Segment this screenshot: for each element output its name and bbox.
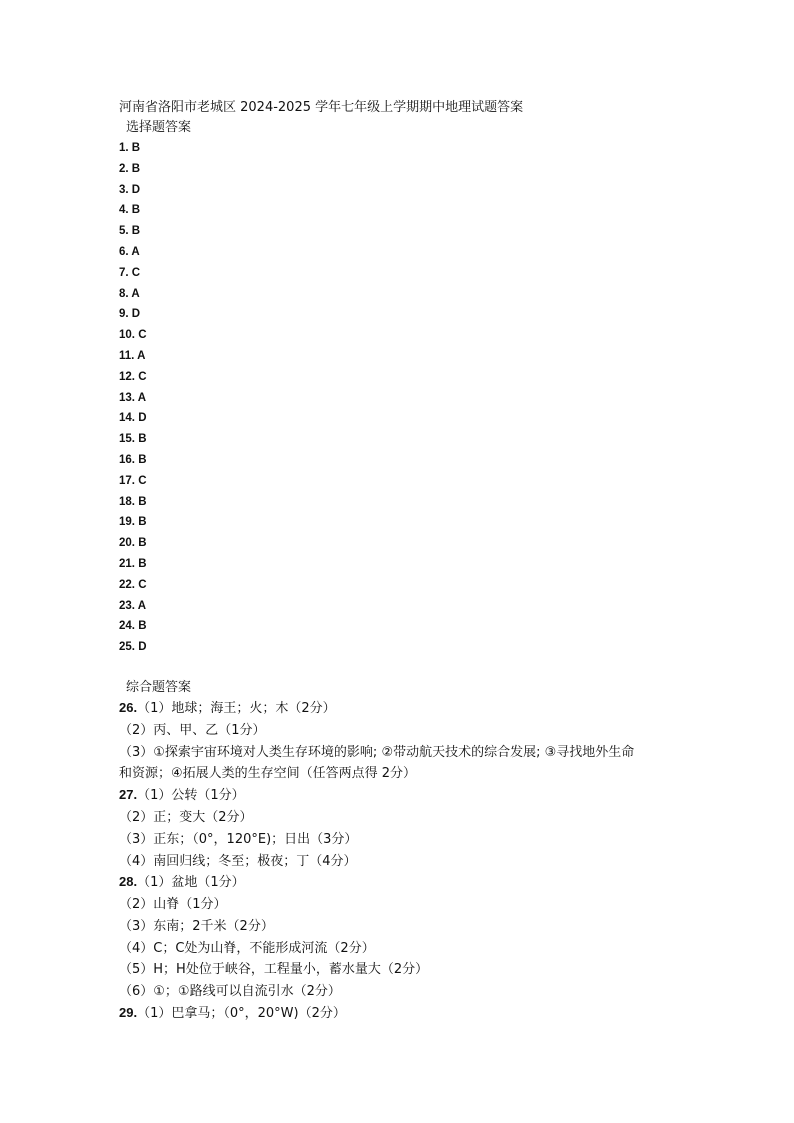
comp-answer-line xyxy=(119,807,719,829)
mc-question-number: 11. xyxy=(119,349,135,362)
comp-answer-text: （1）公转（1分） xyxy=(137,788,245,804)
comp-answer-line xyxy=(119,916,719,938)
mc-answer-letter: B xyxy=(138,516,147,529)
mc-answer-item xyxy=(119,554,719,575)
mc-answer-letter: C xyxy=(138,578,147,591)
mc-question-number: 21. xyxy=(119,557,135,570)
mc-answer-item xyxy=(119,221,719,242)
mc-question-number: 6. xyxy=(119,245,129,258)
mc-answer-item xyxy=(119,616,719,637)
mc-answer-item xyxy=(119,180,719,201)
comp-question-number: 27. xyxy=(119,787,138,803)
mc-answer-letter: B xyxy=(131,225,141,238)
mc-question-number: 10. xyxy=(119,329,135,342)
mc-answer-item xyxy=(119,284,719,305)
comp-answer-line xyxy=(119,698,719,720)
mc-answer-letter: D xyxy=(131,183,141,196)
comp-answer-line xyxy=(119,938,719,960)
mc-answer-item xyxy=(119,575,719,596)
comp-answer-text: （4）南回归线；冬至；极夜；丁（4分） xyxy=(119,853,357,869)
mc-question-number: 7. xyxy=(119,266,129,279)
comp-answer-text: （2）丙、甲、乙（1分） xyxy=(119,722,266,738)
comp-answer-text: （3）①探索宇宙环境对人类生存环境的影响; ②带动航天技术的综合发展; ③寻找地外生命 xyxy=(119,744,635,760)
comp-answer-line xyxy=(119,872,719,894)
mc-answer-letter: C xyxy=(131,266,141,279)
comp-answer-line xyxy=(119,720,719,742)
comp-answer-line xyxy=(119,742,719,764)
mc-answer-letter: D xyxy=(138,641,147,654)
mc-answer-item xyxy=(119,471,719,492)
mc-answer-letter: D xyxy=(131,308,141,321)
mc-question-number: 2. xyxy=(119,162,129,175)
mc-section-heading: 选择题答案 xyxy=(126,120,192,135)
comp-answer-text: 和资源；④拓展人类的生存空间（任答两点得 2分） xyxy=(119,766,417,782)
comp-answer-line xyxy=(119,894,719,916)
mc-question-number: 17. xyxy=(119,474,135,487)
mc-question-number: 3. xyxy=(119,183,129,196)
mc-question-number: 23. xyxy=(119,599,135,612)
mc-answer-item xyxy=(119,200,719,221)
mc-answer-letter: D xyxy=(138,412,147,425)
comp-answer-text: （4）C；C处为山脊，不能形成河流（2分） xyxy=(119,940,375,956)
mc-answer-item xyxy=(119,429,719,450)
mc-answer-item xyxy=(119,512,719,533)
mc-answer-item xyxy=(119,533,719,554)
mc-question-number: 9. xyxy=(119,308,129,321)
mc-answer-letter: B xyxy=(138,495,147,508)
mc-question-number: 25. xyxy=(119,641,135,654)
mc-answer-letter: C xyxy=(138,370,147,383)
mc-answer-item xyxy=(119,596,719,617)
comp-answer-text: （3）正东；（0°，120°E)；日出（3分） xyxy=(119,831,358,847)
mc-question-number: 1. xyxy=(119,142,129,154)
mc-answer-item xyxy=(119,388,719,409)
mc-question-number: 15. xyxy=(119,433,135,446)
comp-answer-line xyxy=(119,763,719,785)
comp-answer-text: （2）正；变大（2分） xyxy=(119,809,253,825)
comp-question-number: 26. xyxy=(119,699,138,715)
comp-answer-list xyxy=(119,698,719,1025)
mc-answer-list xyxy=(119,138,719,658)
mc-question-number: 8. xyxy=(119,287,129,300)
comp-answer-line xyxy=(119,829,719,851)
mc-question-number: 18. xyxy=(119,495,135,508)
mc-answer-item xyxy=(119,159,719,180)
mc-answer-letter: A xyxy=(137,599,147,612)
comp-answer-line xyxy=(119,785,719,807)
mc-answer-letter: B xyxy=(131,142,141,154)
mc-question-number: 12. xyxy=(119,370,135,383)
mc-question-number: 16. xyxy=(119,453,135,466)
mc-answer-item xyxy=(119,450,719,471)
mc-question-number: 24. xyxy=(119,620,135,633)
mc-answer-item xyxy=(119,492,719,513)
mc-answer-letter: C xyxy=(138,329,147,342)
mc-answer-item xyxy=(119,138,719,159)
mc-answer-letter: A xyxy=(137,349,146,362)
comp-question-number: 29. xyxy=(119,1005,138,1021)
mc-answer-letter: B xyxy=(138,433,147,446)
comp-answer-text: （6）①；①路线可以自流引水（2分） xyxy=(119,984,341,1000)
mc-answer-item xyxy=(119,263,719,284)
mc-answer-letter: B xyxy=(138,453,147,466)
mc-question-number: 14. xyxy=(119,412,135,425)
mc-question-number: 19. xyxy=(119,516,135,529)
comp-answer-text: （3）东南；2千米（2分） xyxy=(119,918,274,934)
mc-answer-item xyxy=(119,408,719,429)
comp-answer-line xyxy=(119,851,719,873)
mc-question-number: 22. xyxy=(119,578,135,591)
mc-answer-letter: B xyxy=(131,204,141,217)
mc-answer-item xyxy=(119,242,719,263)
mc-answer-item xyxy=(119,325,719,346)
comp-answer-text: （1）巴拿马；（0°，20°W)（2分） xyxy=(137,1006,346,1022)
mc-answer-letter: A xyxy=(131,287,140,300)
mc-answer-item xyxy=(119,637,719,658)
mc-answer-letter: B xyxy=(138,557,147,570)
mc-answer-letter: B xyxy=(138,620,147,633)
comp-section-heading: 综合题答案 xyxy=(126,679,192,695)
mc-question-number: 20. xyxy=(119,537,135,550)
mc-answer-letter: B xyxy=(131,162,141,175)
mc-answer-item xyxy=(119,367,719,388)
comp-answer-line xyxy=(119,1003,719,1025)
mc-answer-letter: A xyxy=(137,391,147,404)
comp-answer-text: （1）盆地（1分） xyxy=(137,875,245,891)
comp-answer-line xyxy=(119,959,719,981)
mc-question-number: 13. xyxy=(119,391,135,404)
comp-answer-text: （5）H；H处位于峡谷，工程量小，蓄水量大（2分） xyxy=(119,962,429,978)
mc-answer-letter: C xyxy=(138,474,147,487)
section-gap xyxy=(119,658,719,678)
mc-question-number: 5. xyxy=(119,225,129,238)
comp-answer-text: （1）地球；海王；火；木（2分） xyxy=(137,700,336,716)
mc-answer-item xyxy=(119,346,719,367)
mc-answer-letter: B xyxy=(138,537,147,550)
comp-answer-text: （2）山脊（1分） xyxy=(119,897,227,913)
comp-question-number: 28. xyxy=(119,874,138,890)
comp-answer-line xyxy=(119,981,719,1003)
document-body xyxy=(119,98,719,1025)
mc-answer-item xyxy=(119,304,719,325)
mc-question-number: 4. xyxy=(119,204,129,217)
mc-answer-letter: A xyxy=(131,245,140,258)
document-title: 河南省洛阳市老城区 2024-2025 学年七年级上学期期中地理试题答案 xyxy=(119,100,524,115)
